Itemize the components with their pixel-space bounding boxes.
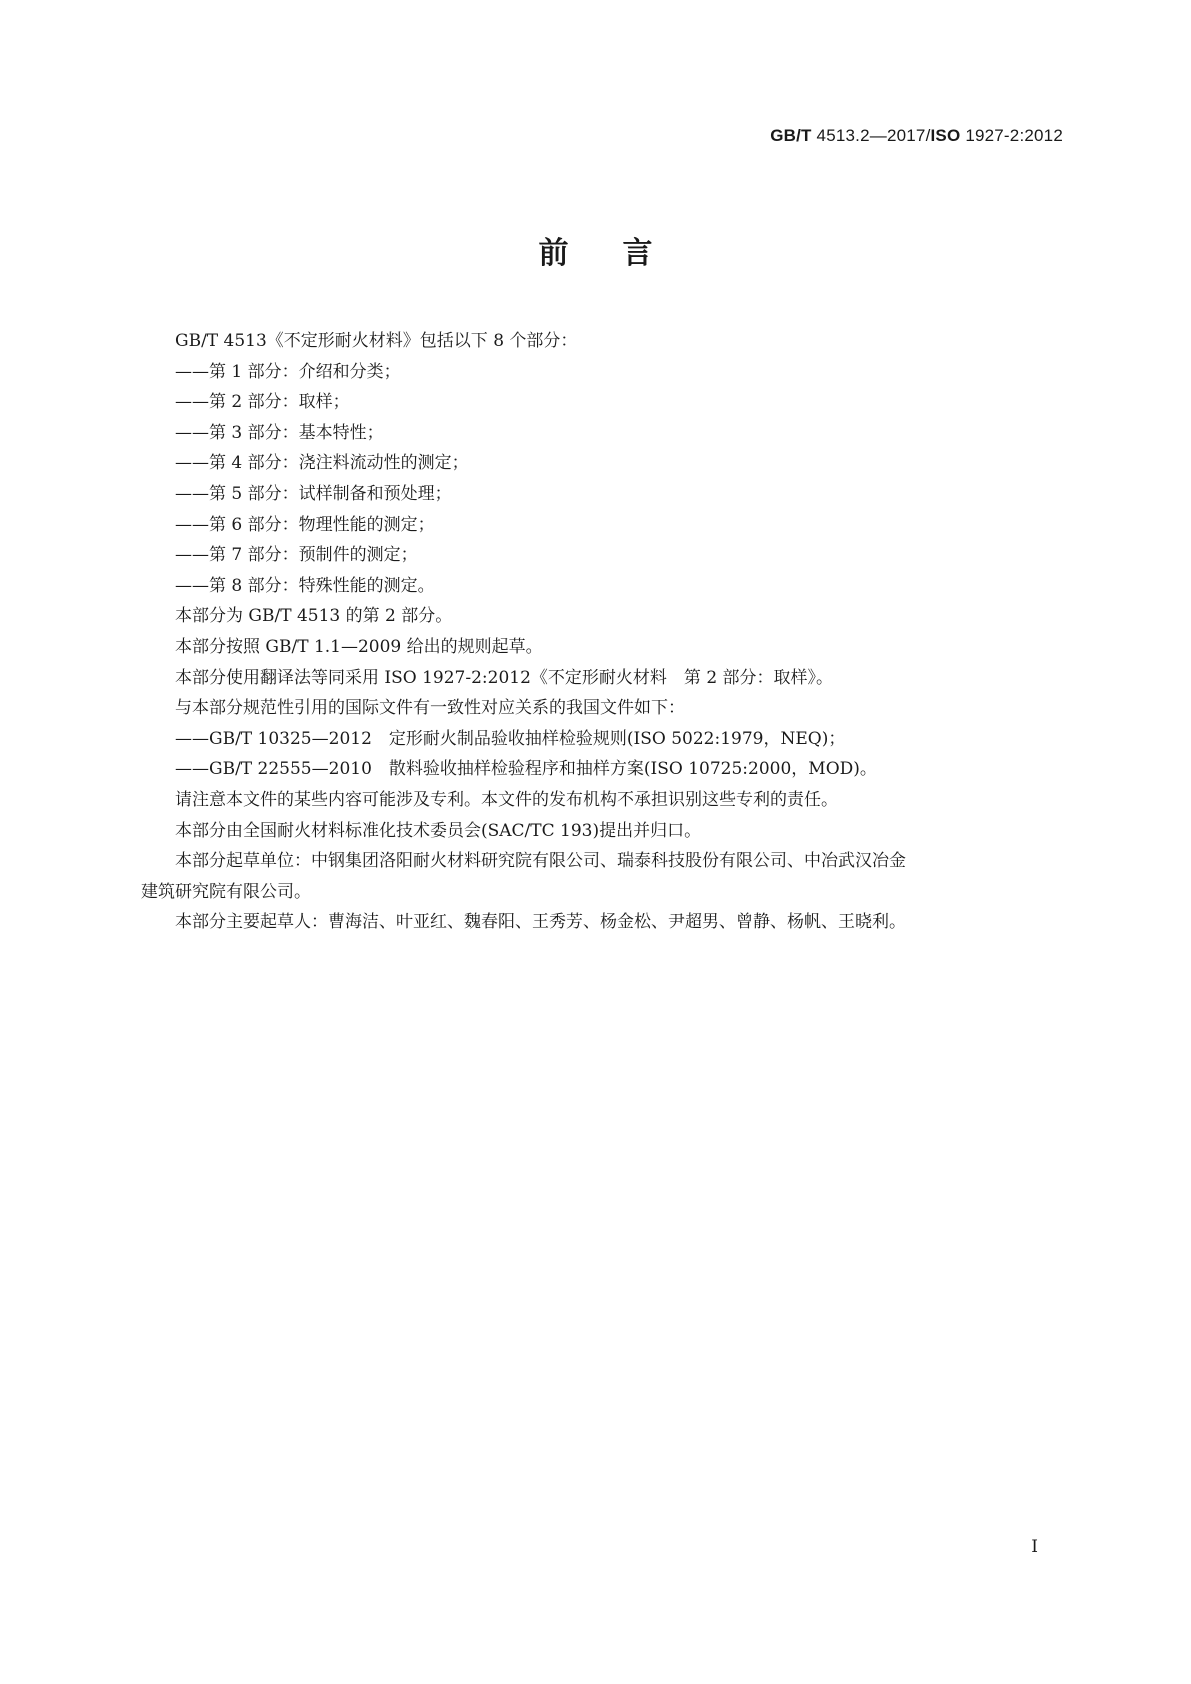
paragraph-part-number: 本部分为 GB/T 4513 的第 2 部分。 (175, 606, 453, 627)
list-item-part-2: ——第 2 部分：取样； (175, 392, 350, 413)
foreword-body (141, 326, 1055, 938)
code-main: 4513.2—2017/ (811, 126, 931, 145)
paragraph-patent-notice: 请注意本文件的某些内容可能涉及专利。本文件的发布机构不承担识别这些专利的责任。 (175, 789, 838, 810)
paragraph-translation: 本部分使用翻译法等同采用 ISO 1927-2:2012《不定形耐火材料 第 2 部分：取样》。 (175, 667, 834, 688)
list-item-part-3: ——第 3 部分：基本特性； (175, 422, 384, 443)
paragraph-reference-intro: 与本部分规范性引用的国际文件有一致性对应关系的我国文件如下： (175, 698, 685, 719)
list-item-part-7: ——第 7 部分：预制件的测定； (175, 545, 418, 566)
code-prefix: GB/T (770, 126, 812, 145)
paragraph-drafting-units-continued: 建筑研究院有限公司。 (141, 881, 311, 902)
list-item-part-1: ——第 1 部分：介绍和分类； (175, 361, 401, 382)
list-item-part-4: ——第 4 部分：浇注料流动性的测定； (175, 453, 469, 474)
paragraph-drafting-units: 本部分起草单位：中钢集团洛阳耐火材料研究院有限公司、瑞泰科技股份有限公司、中冶武汉冶金 (175, 851, 906, 872)
document-code (770, 126, 1063, 146)
list-item-part-5: ——第 5 部分：试样制备和预处理； (175, 483, 452, 504)
code-iso: ISO (930, 126, 961, 145)
paragraph-proposer: 本部分由全国耐火材料标准化技术委员会(SAC/TC 193)提出并归口。 (175, 820, 702, 841)
list-item-reference-1: ——GB/T 10325—2012 定形耐火制品验收抽样检验规则(ISO 5022:1979，NEQ)； (175, 728, 846, 749)
page-number: I (1031, 1537, 1038, 1557)
paragraph-drafting-rules: 本部分按照 GB/T 1.1—2009 给出的规则起草。 (175, 636, 543, 657)
page-title: 前言 (538, 236, 707, 271)
list-item-part-8: ——第 8 部分：特殊性能的测定。 (175, 575, 435, 596)
paragraph-parts-intro: GB/T 4513《不定形耐火材料》包括以下 8 个部分： (175, 331, 578, 351)
code-iso-rest: 1927-2:2012 (960, 126, 1063, 145)
paragraph-drafters: 本部分主要起草人：曹海洁、叶亚红、魏春阳、王秀芳、杨金松、尹超男、曾静、杨帆、王晓利。 (175, 912, 906, 933)
list-item-part-6: ——第 6 部分：物理性能的测定； (175, 514, 435, 535)
list-item-reference-2: ——GB/T 22555—2010 散料验收抽样检验程序和抽样方案(ISO 10725:2000，MOD)。 (175, 759, 877, 780)
